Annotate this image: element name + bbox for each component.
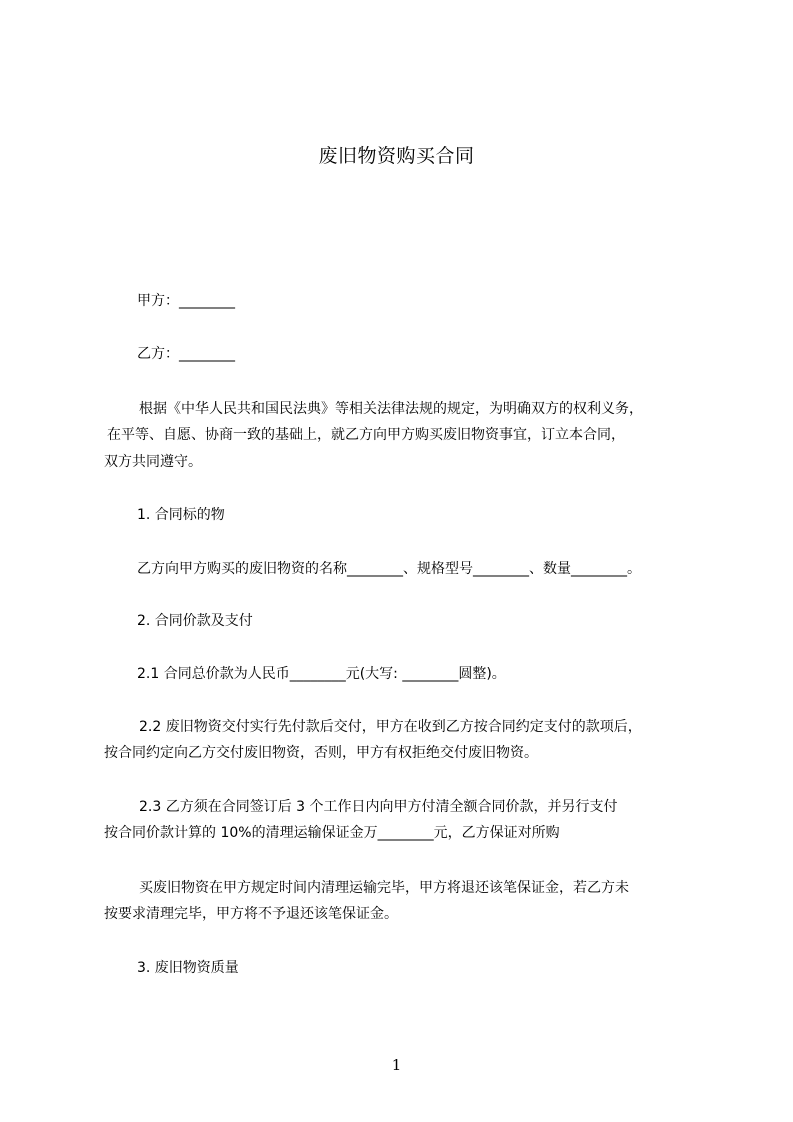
clause-2-3-cont-line-2: 按要求清理完毕，甲方将不予退还该笔保证金。 — [104, 906, 398, 922]
party-b-line: 乙方：________ — [137, 346, 235, 362]
clause-2-3-line-2: 按合同价款计算的 10%的清理运输保证金万________元，乙方保证对所购 — [104, 825, 560, 841]
preamble-line-1: 根据《中华人民共和国民法典》等相关法律法规的规定，为明确双方的权利义务， — [139, 401, 643, 417]
party-a-line: 甲方：________ — [137, 293, 235, 309]
section-1-heading: 1. 合同标的物 — [137, 507, 225, 523]
clause-2-2-line-1: 2.2 废旧物资交付实行先付款后交付，甲方在收到乙方按合同约定支付的款项后， — [139, 719, 642, 735]
section-1-text: 乙方向甲方购买的废旧物资的名称________、规格型号________、数量________。 — [137, 561, 641, 577]
clause-2-1-line-1: 2.1 合同总价款为人民币________元(大写: ________圆整)。 — [137, 666, 506, 682]
section-2-heading: 2. 合同价款及支付 — [137, 613, 253, 629]
clause-2-3-cont-line-1: 买废旧物资在甲方规定时间内清理运输完毕，甲方将退还该笔保证金，若乙方未 — [139, 880, 629, 896]
page-number: 1 — [391, 1056, 402, 1074]
preamble-line-2: 在平等、自愿、协商一致的基础上，就乙方向甲方购买废旧物资事宜，订立本合同， — [107, 427, 625, 443]
document-title: 废旧物资购买合同 — [318, 145, 475, 167]
preamble-line-3: 双方共同遵守。 — [104, 454, 202, 470]
section-3-heading: 3. 废旧物资质量 — [137, 960, 239, 976]
clause-2-2-line-2: 按合同约定向乙方交付废旧物资，否则，甲方有权拒绝交付废旧物资。 — [104, 745, 538, 761]
clause-2-3-line-1: 2.3 乙方须在合同签订后 3 个工作日内向甲方付清全额合同价款，并另行支付 — [139, 799, 618, 815]
